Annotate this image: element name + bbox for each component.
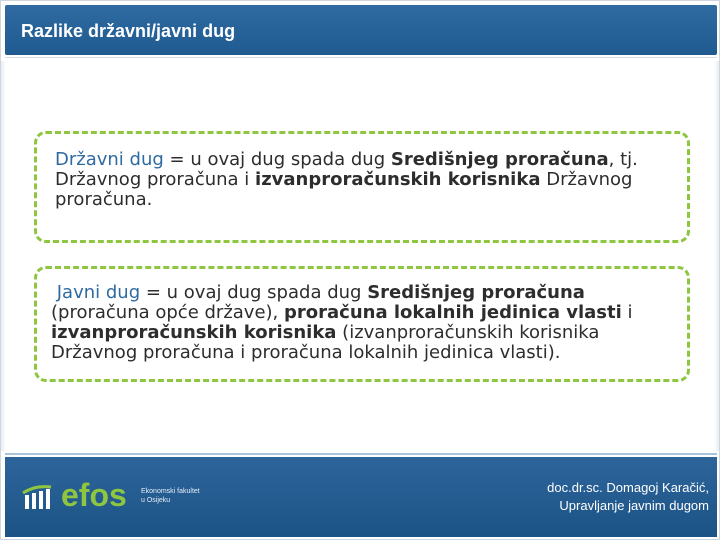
term-drzavni-dug: Državni dug xyxy=(55,149,164,170)
right-shade xyxy=(714,61,719,451)
bold-segment: Središnjeg proračuna xyxy=(367,282,585,303)
title-bar xyxy=(5,5,717,55)
text-segment: i xyxy=(621,302,633,323)
footer-bar xyxy=(5,457,717,537)
definition-box-drzavni-dug xyxy=(34,131,690,243)
footer-divider xyxy=(5,453,717,455)
text-segment: (izvanproračunskih korisnika Državnog proračuna i proračuna lokalnih jedinica vlasti). xyxy=(51,322,600,363)
logo-subtitle xyxy=(141,487,200,505)
bold-segment: proračuna lokalnih jedinica vlasti xyxy=(284,302,622,323)
text-segment: (proračuna opće države), xyxy=(51,302,284,323)
text-segment: = u ovaj dug spada dug xyxy=(140,282,368,303)
bold-segment: Središnjeg proračuna xyxy=(390,149,609,170)
definition-box-javni-dug xyxy=(34,266,690,382)
logo-subtitle-line1: Ekonomski fakultet xyxy=(141,488,200,495)
text-segment: Državnog proračuna. xyxy=(55,169,633,210)
term-javni-dug: Javni dug xyxy=(56,282,141,303)
bold-segment: izvanproračunskih korisnika xyxy=(255,169,541,190)
logo-subtitle-line2: u Osijeku xyxy=(141,497,171,504)
course-name: Upravljanje javnim dugom xyxy=(559,498,709,513)
logo-wordmark: efos xyxy=(61,477,127,513)
slide-title: Razlike državni/javni dug xyxy=(21,21,236,41)
author-info xyxy=(547,479,709,515)
definition-text-javni-dug xyxy=(51,283,681,363)
efos-logo xyxy=(21,477,221,517)
bold-segment: izvanproračunskih korisnika xyxy=(51,322,337,343)
text-segment: , tj. Državnog proračuna i xyxy=(55,149,638,190)
title-divider xyxy=(5,57,717,58)
left-shade xyxy=(1,61,6,451)
text-segment: = u ovaj dug spada dug xyxy=(163,149,391,170)
logo-bars-icon xyxy=(21,483,65,511)
definition-text-drzavni-dug xyxy=(55,150,675,210)
author-name: doc.dr.sc. Domagoj Karačić, xyxy=(547,480,709,495)
